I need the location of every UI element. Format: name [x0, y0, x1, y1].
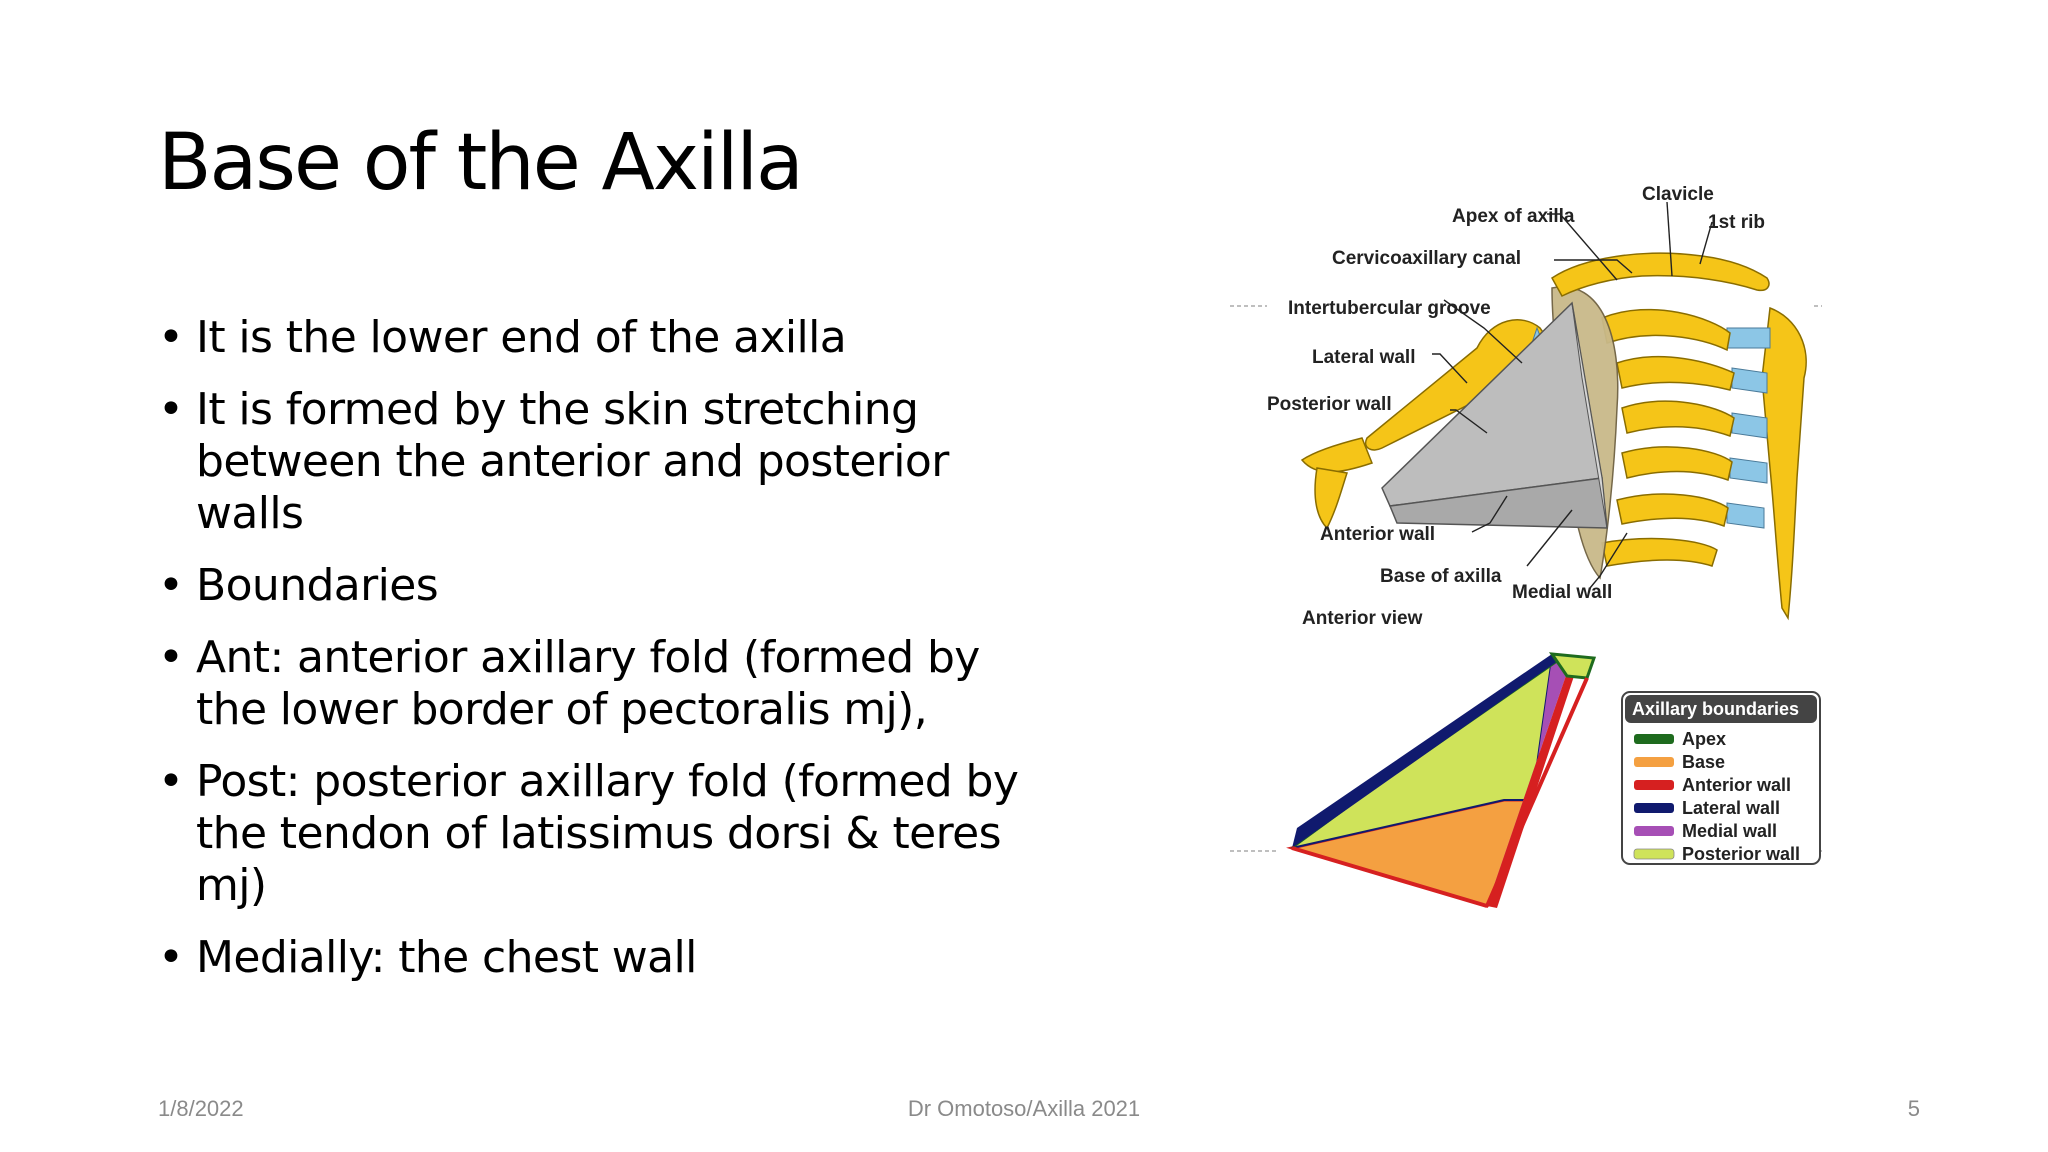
axilla-anatomy-figure	[1222, 178, 1830, 908]
pyramid-boundaries-diagram	[1292, 654, 1594, 908]
bullet-dot: •	[158, 632, 184, 683]
legend-swatch-medial-wall	[1634, 826, 1674, 836]
legend-swatch-anterior-wall	[1634, 780, 1674, 790]
legend-title: Axillary boundaries	[1632, 699, 1800, 719]
bullet-dot: •	[158, 384, 184, 435]
bullet-dot: •	[158, 932, 184, 983]
axillary-boundaries-legend	[1622, 692, 1820, 864]
legend-swatch-posterior-wall	[1634, 849, 1674, 859]
bullet-item	[158, 560, 1028, 612]
bullet-dot: •	[158, 312, 184, 363]
page-number: 5	[1907, 1096, 1920, 1121]
legend-swatch-lateral-wall	[1634, 803, 1674, 813]
label-posterior-wall: Posterior wall	[1267, 394, 1392, 415]
bullet-text: It is formed by the skin stretching between the anterior and posterior walls	[196, 384, 949, 539]
bullet-item	[158, 756, 1028, 912]
legend-item-base: Base	[1682, 752, 1726, 772]
label-anterior-view: Anterior view	[1302, 608, 1423, 629]
bullet-item	[158, 632, 1028, 736]
bullet-text: Boundaries	[196, 560, 439, 611]
bullet-dot: •	[158, 560, 184, 611]
anatomy-illustration	[1267, 184, 1806, 629]
label-intertubercular-groove: Intertubercular groove	[1288, 298, 1491, 319]
bullet-dot: •	[158, 756, 184, 807]
bullet-text: Medially: the chest wall	[196, 932, 697, 983]
slide-title: Base of the Axilla	[158, 118, 802, 208]
label-first-rib: 1st rib	[1708, 212, 1766, 233]
label-apex-of-axilla: Apex of axilla	[1452, 206, 1575, 227]
legend-item-anterior-wall: Anterior wall	[1682, 775, 1792, 795]
label-medial-wall: Medial wall	[1512, 582, 1613, 603]
legend-item-medial-wall: Medial wall	[1682, 821, 1778, 841]
label-cervicoaxillary-canal: Cervicoaxillary canal	[1332, 248, 1522, 269]
legend-item-apex: Apex	[1682, 729, 1727, 749]
label-lateral-wall: Lateral wall	[1312, 347, 1416, 368]
bullet-list	[158, 312, 1028, 1004]
legend-swatch-apex	[1634, 734, 1674, 744]
bullet-item	[158, 312, 1028, 364]
label-anterior-wall: Anterior wall	[1320, 524, 1436, 545]
bullet-item	[158, 384, 1028, 540]
legend-item-posterior-wall: Posterior wall	[1682, 844, 1801, 864]
label-clavicle: Clavicle	[1642, 184, 1714, 205]
bullet-text: It is the lower end of the axilla	[196, 312, 847, 363]
axilla-diagram	[1222, 178, 1830, 908]
legend-item-lateral-wall: Lateral wall	[1682, 798, 1781, 818]
footer-date: 1/8/2022	[158, 1096, 244, 1121]
bullet-item	[158, 932, 1028, 984]
label-base-of-axilla: Base of axilla	[1380, 566, 1502, 587]
bullet-text: Post: posterior axillary fold (formed by the tendon of latissimus dorsi & teres mj)	[196, 756, 1019, 911]
bullet-text: Ant: anterior axillary fold (formed by the lower border of pectoralis mj),	[196, 632, 980, 735]
legend-swatch-base	[1634, 757, 1674, 767]
footer-author: Dr Omotoso/Axilla 2021	[907, 1096, 1141, 1121]
